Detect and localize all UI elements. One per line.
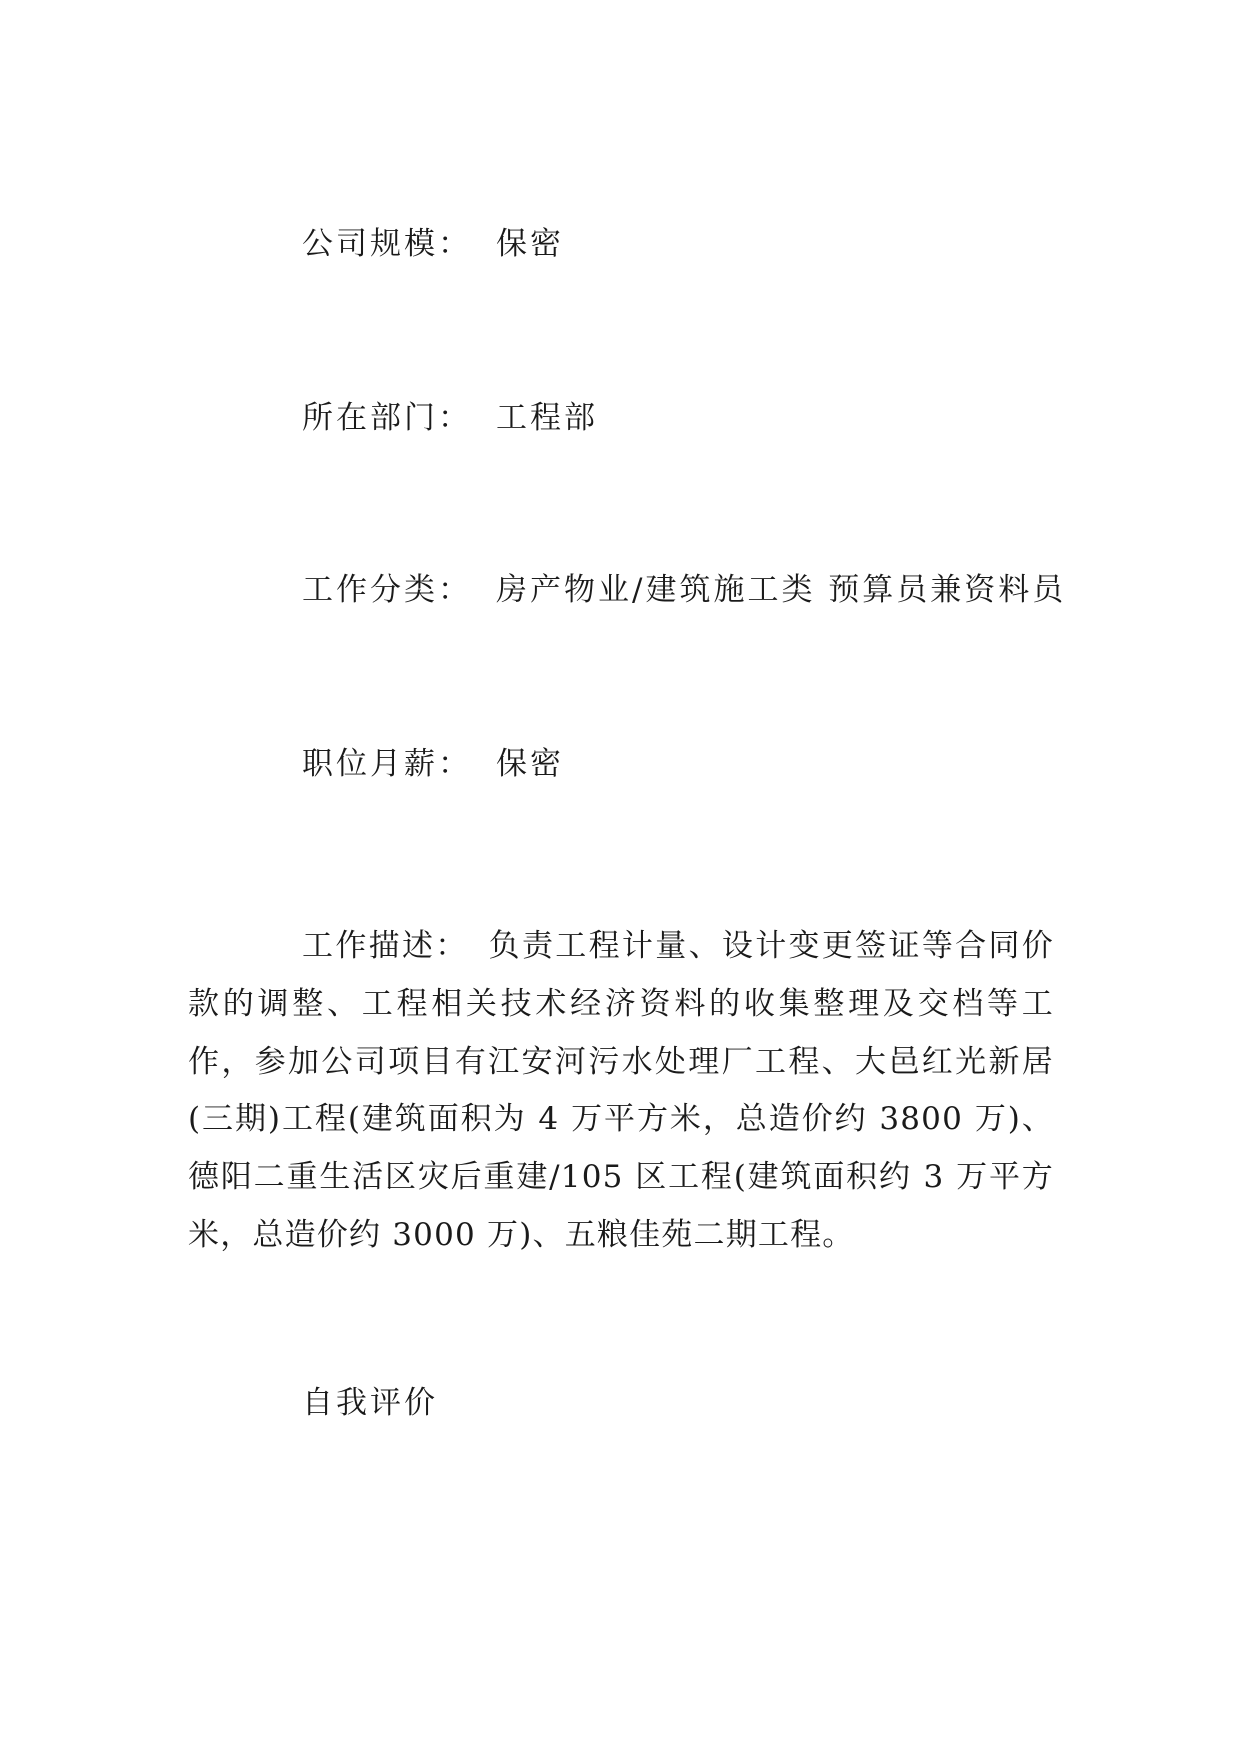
field-value: 保密 — [496, 226, 564, 262]
section-heading-self-evaluation: 自我评价 — [302, 1385, 438, 1421]
job-description-label: 工作描述： — [302, 928, 469, 964]
field-value: 房产物业/建筑施工类 预算员兼资料员 — [496, 572, 1067, 608]
job-description — [188, 918, 1054, 1265]
field-job-category — [302, 570, 1066, 610]
job-description-text: 负责工程计量、设计变更签证等合同价款的调整、工程相关技术经济资料的收集整理及交档等工作，参加公司项目有江安河污水处理厂工程、大邑红光新居(三期)工程(建筑面积为 4 万平方米，总造价约 3800 万)、德阳二重生活区灾后重建/105 区工程(建筑面积约 3 万平方米，总造价约 3000 万)、五粮佳苑二期工程。 — [188, 928, 1054, 1253]
field-label: 所在部门： — [302, 400, 472, 436]
field-company-size — [302, 224, 564, 264]
field-department — [302, 398, 598, 438]
field-value: 保密 — [496, 746, 564, 782]
field-value: 工程部 — [496, 400, 598, 436]
field-label: 职位月薪： — [302, 746, 472, 782]
field-label: 工作分类： — [302, 572, 472, 608]
field-label: 公司规模： — [302, 226, 472, 262]
field-monthly-salary — [302, 744, 564, 784]
